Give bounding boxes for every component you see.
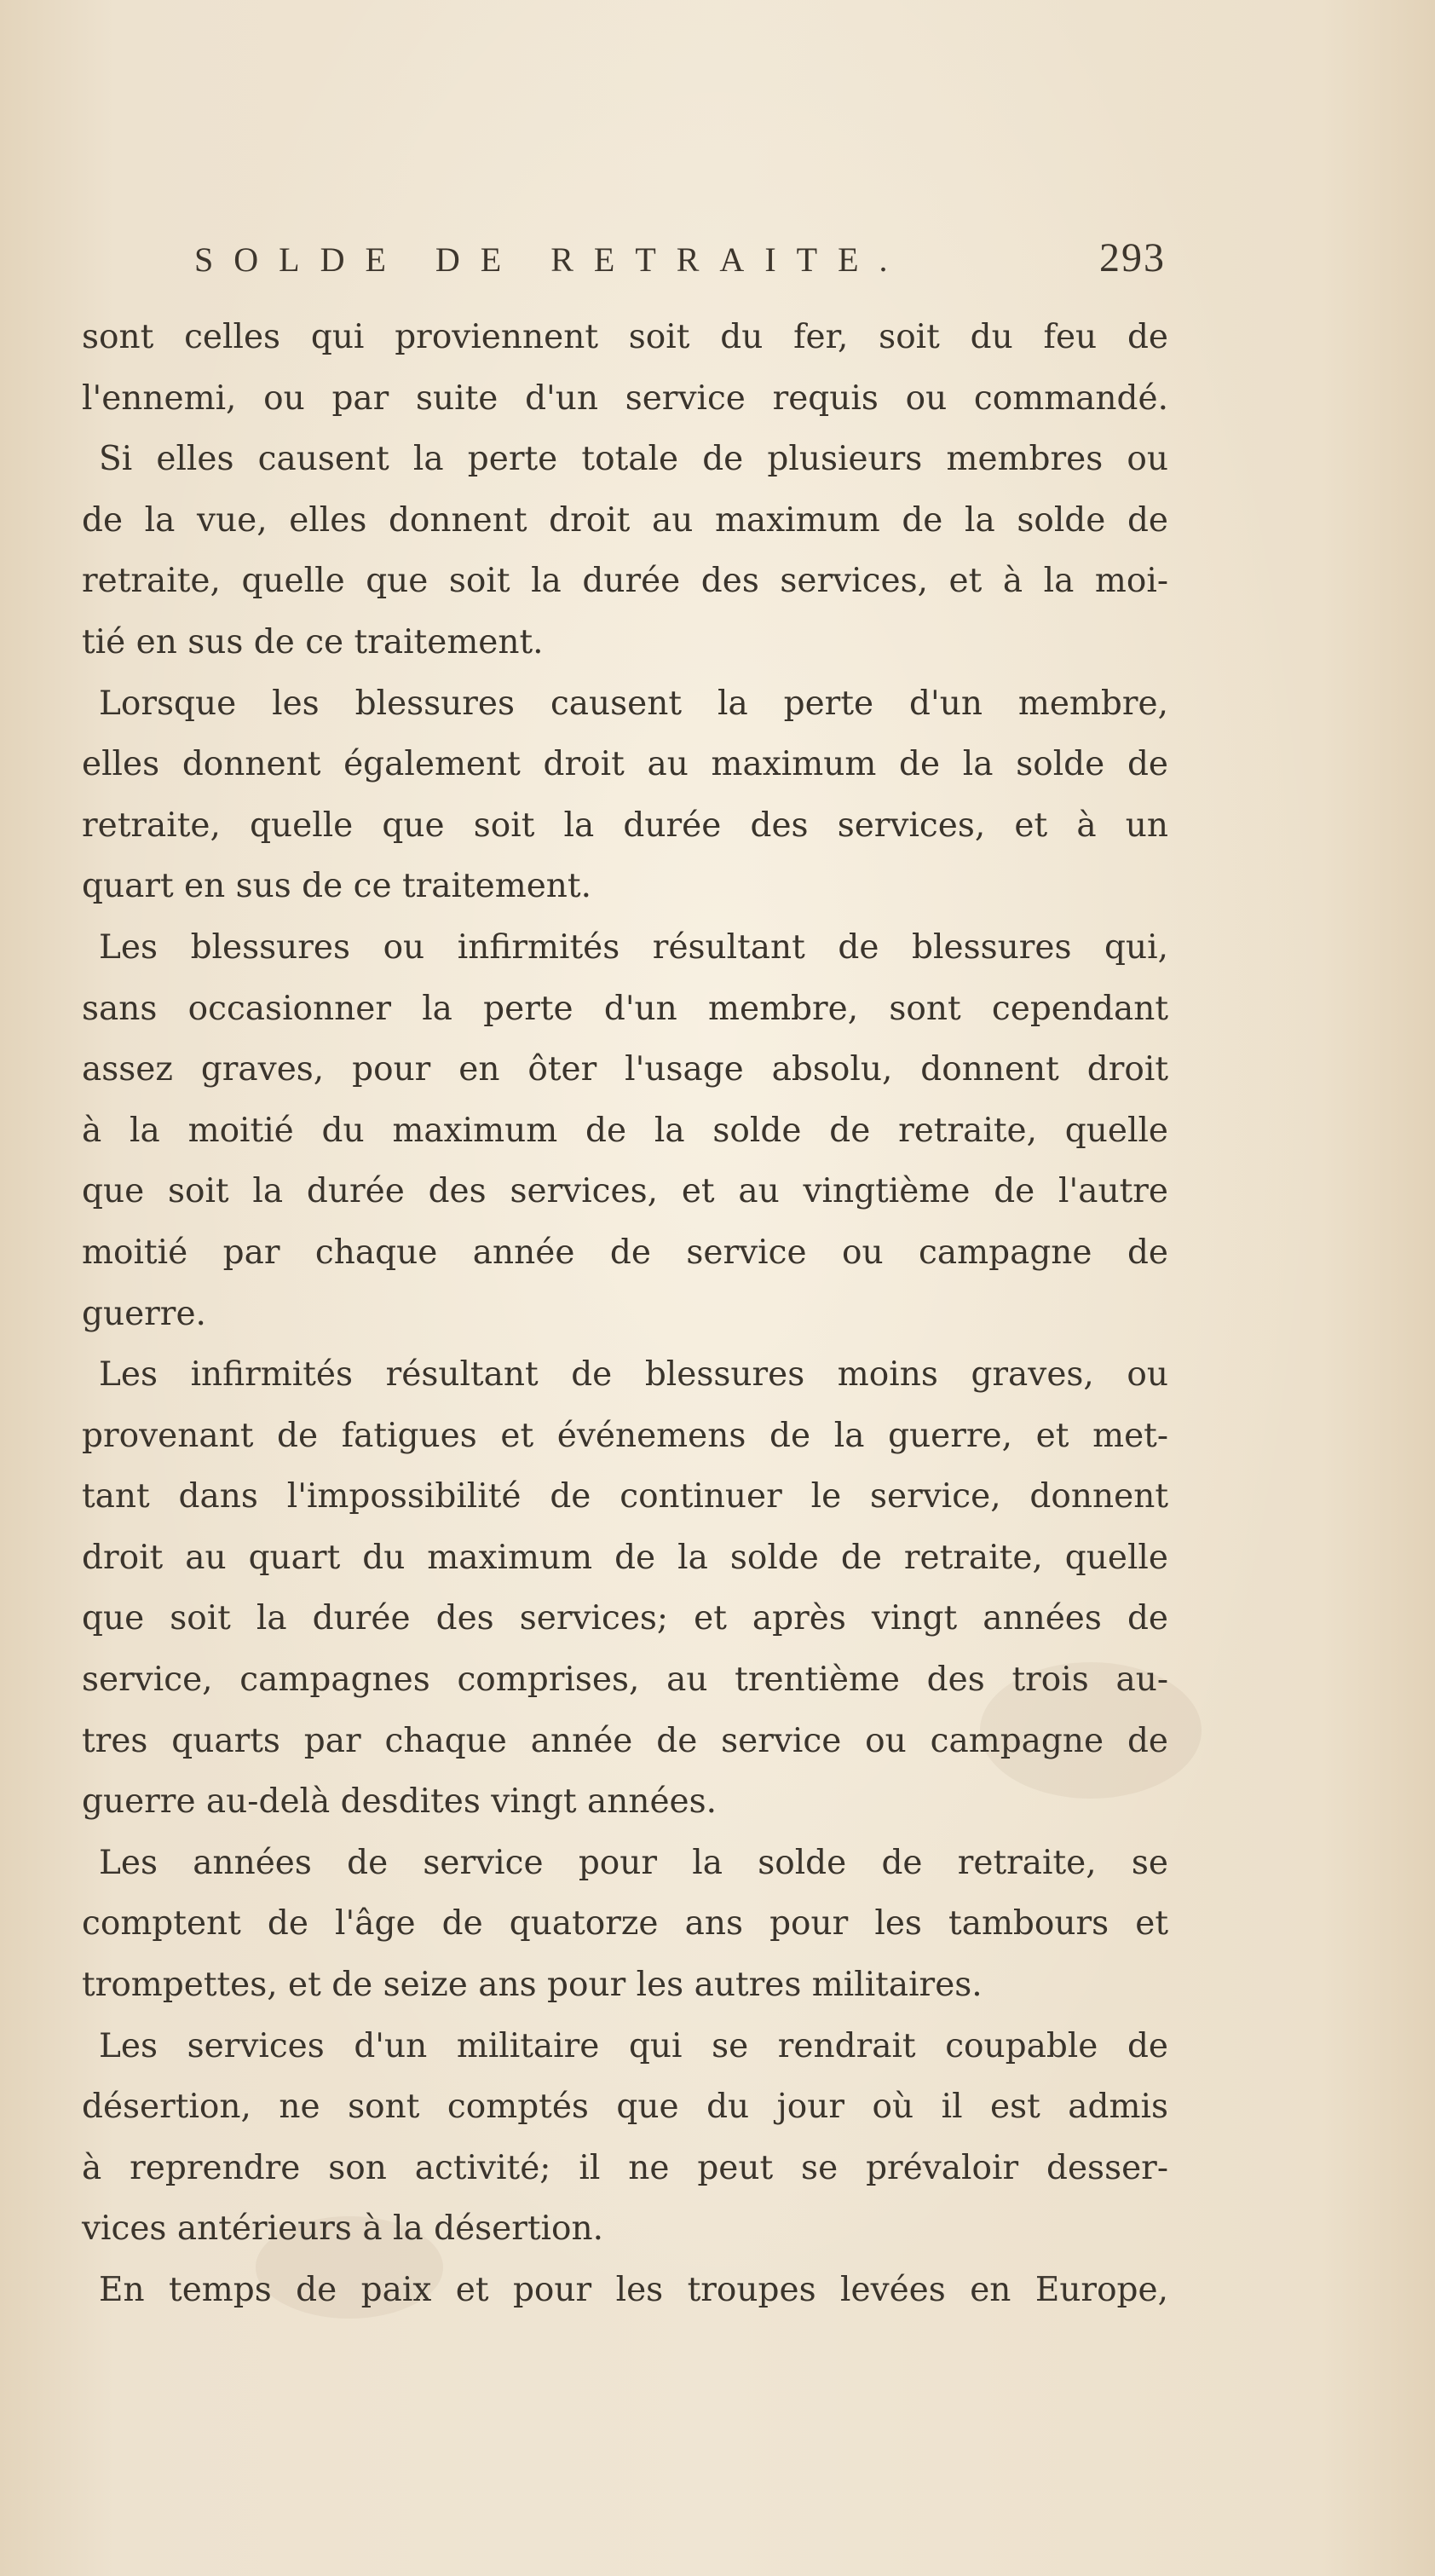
text-line: à reprendre son activité; il ne peut se prévaloir desser- (82, 2148, 1168, 2187)
text-line: Les blessures ou infirmités résultant de blessures qui, (99, 927, 1168, 967)
text-line: guerre. (82, 1294, 206, 1333)
text-line: moitié par chaque année de service ou campagne de (82, 1233, 1168, 1272)
text-line: droit au quart du maximum de la solde de retraite, quelle (82, 1538, 1168, 1577)
text-line: provenant de fatigues et événemens de la guerre, et met- (82, 1416, 1168, 1455)
text-line: comptent de l'âge de quatorze ans pour les tambours et (82, 1904, 1168, 1944)
page-number: 293 (1099, 235, 1166, 280)
text-line: elles donnent également droit au maximum de la solde de (82, 745, 1168, 784)
text-line: trompettes, et de seize ans pour les autres militaires. (82, 1966, 983, 2005)
text-line: tres quarts par chaque année de service ou campagne de (82, 1721, 1168, 1760)
text-body (82, 307, 1168, 2321)
text-line: désertion, ne sont comptés que du jour où il est admis (82, 2088, 1168, 2127)
text-line: Si elles causent la perte totale de plusieurs membres ou (99, 440, 1168, 479)
text-line: retraite, quelle que soit la durée des services, et à la moi- (82, 562, 1168, 601)
text-line: à la moitié du maximum de la solde de retraite, quelle (82, 1111, 1168, 1150)
text-line: de la vue, elles donnent droit au maximum de la solde de (82, 500, 1168, 540)
text-line: vices antérieurs à la désertion. (82, 2209, 604, 2249)
text-line: quart en sus de ce traitement. (82, 867, 591, 906)
text-line: que soit la durée des services; et après vingt années de (82, 1599, 1168, 1638)
text-line: service, campagnes comprises, au trentième des trois au- (82, 1661, 1168, 1700)
text-line: Les années de service pour la solde de retraite, se (99, 1843, 1168, 1882)
text-line: que soit la durée des services, et au vingtième de l'autre (82, 1172, 1168, 1211)
text-line: Les infirmités résultant de blessures moins graves, ou (99, 1355, 1168, 1395)
text-line: Lorsque les blessures causent la perte d'un membre, (99, 684, 1168, 723)
running-title: SOLDE DE RETRAITE. (194, 240, 908, 279)
text-line: assez graves, pour en ôter l'usage absolu, donnent droit (82, 1050, 1168, 1089)
text-line: sont celles qui proviennent soit du fer, soit du feu de (82, 318, 1168, 356)
text-line: retraite, quelle que soit la durée des services, et à un (82, 806, 1168, 845)
text-line: En temps de paix et pour les troupes levées en Europe, (99, 2271, 1168, 2309)
text-line: guerre au-delà desdites vingt années. (82, 1782, 718, 1822)
text-line: tié en sus de ce traitement. (82, 622, 544, 661)
text-line: tant dans l'impossibilité de continuer le service, donnent (82, 1477, 1168, 1516)
text-line: sans occasionner la perte d'un membre, sont cependant (82, 989, 1168, 1028)
text-line: l'ennemi, ou par suite d'un service requis ou commandé. (82, 378, 1168, 418)
running-head (194, 234, 1166, 294)
text-line: Les services d'un militaire qui se rendrait coupable de (99, 2026, 1168, 2065)
